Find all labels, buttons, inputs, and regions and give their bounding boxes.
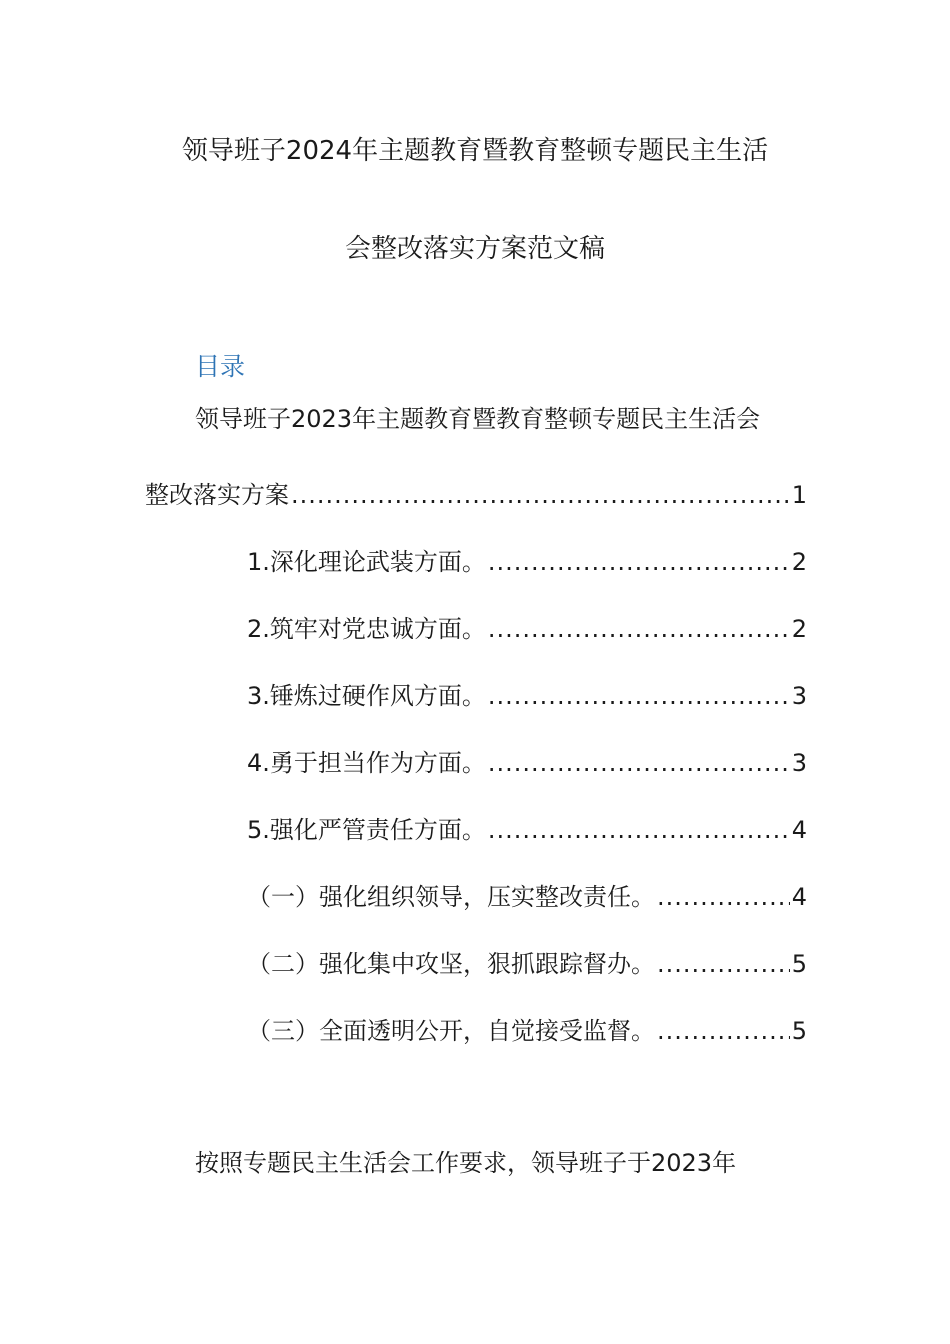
- toc-page-number: 1: [791, 481, 807, 509]
- document-title-line-2: 会整改落实方案范文稿: [344, 234, 605, 264]
- toc-page-number: 3: [791, 749, 807, 777]
- toc-entry-title-line[interactable]: 领导班子2023年主题教育暨教育整顿专题民主生活会: [195, 405, 761, 433]
- toc-leader-dots: [657, 880, 790, 914]
- toc-entry[interactable]: [247, 880, 807, 914]
- toc-entry-text: 5.强化严管责任方面。: [247, 816, 486, 844]
- toc-entry[interactable]: [247, 545, 807, 579]
- toc-leader-dots: [488, 679, 790, 713]
- toc-page-number: 5: [791, 1017, 807, 1045]
- toc-page-number: 3: [791, 682, 807, 710]
- toc-page-number: 5: [791, 950, 807, 978]
- toc-heading[interactable]: 目录: [195, 352, 246, 381]
- toc-leader-dots: [488, 545, 790, 579]
- toc-entry-text: （一）强化组织领导，压实整改责任。: [247, 883, 655, 911]
- toc-page-number: 2: [791, 548, 807, 576]
- toc-entry[interactable]: [247, 1014, 807, 1048]
- toc-page-number: 4: [791, 816, 807, 844]
- toc-entry[interactable]: [247, 612, 807, 646]
- toc-entry-text: （二）强化集中攻坚，狠抓跟踪督办。: [247, 950, 655, 978]
- toc-entry[interactable]: [247, 746, 807, 780]
- toc-leader-dots: [488, 612, 790, 646]
- toc-entry[interactable]: [247, 679, 807, 713]
- toc-entry-text: 3.锤炼过硬作风方面。: [247, 682, 486, 710]
- toc-leader-dots: [657, 1014, 790, 1048]
- toc-entry-text: 4.勇于担当作为方面。: [247, 749, 486, 777]
- document-title-line-1: 领导班子2024年主题教育暨教育整顿专题民主生活: [181, 136, 769, 166]
- toc-leader-dots: [488, 813, 790, 847]
- toc-page-number: 4: [791, 883, 807, 911]
- toc-leader-dots: [291, 478, 790, 512]
- toc-entry[interactable]: [145, 478, 807, 512]
- toc-entry[interactable]: [247, 947, 807, 981]
- toc-entry[interactable]: [247, 813, 807, 847]
- toc-leader-dots: [488, 746, 790, 780]
- toc-entry-text: （三）全面透明公开，自觉接受监督。: [247, 1017, 655, 1045]
- body-paragraph: 按照专题民主生活会工作要求，领导班子于2023年: [195, 1149, 737, 1177]
- toc-page-number: 2: [791, 615, 807, 643]
- toc-entry-text: 1.深化理论武装方面。: [247, 548, 486, 576]
- toc-leader-dots: [657, 947, 790, 981]
- toc-entry-text: 2.筑牢对党忠诚方面。: [247, 615, 486, 643]
- toc-entry-text: 整改落实方案: [145, 481, 289, 509]
